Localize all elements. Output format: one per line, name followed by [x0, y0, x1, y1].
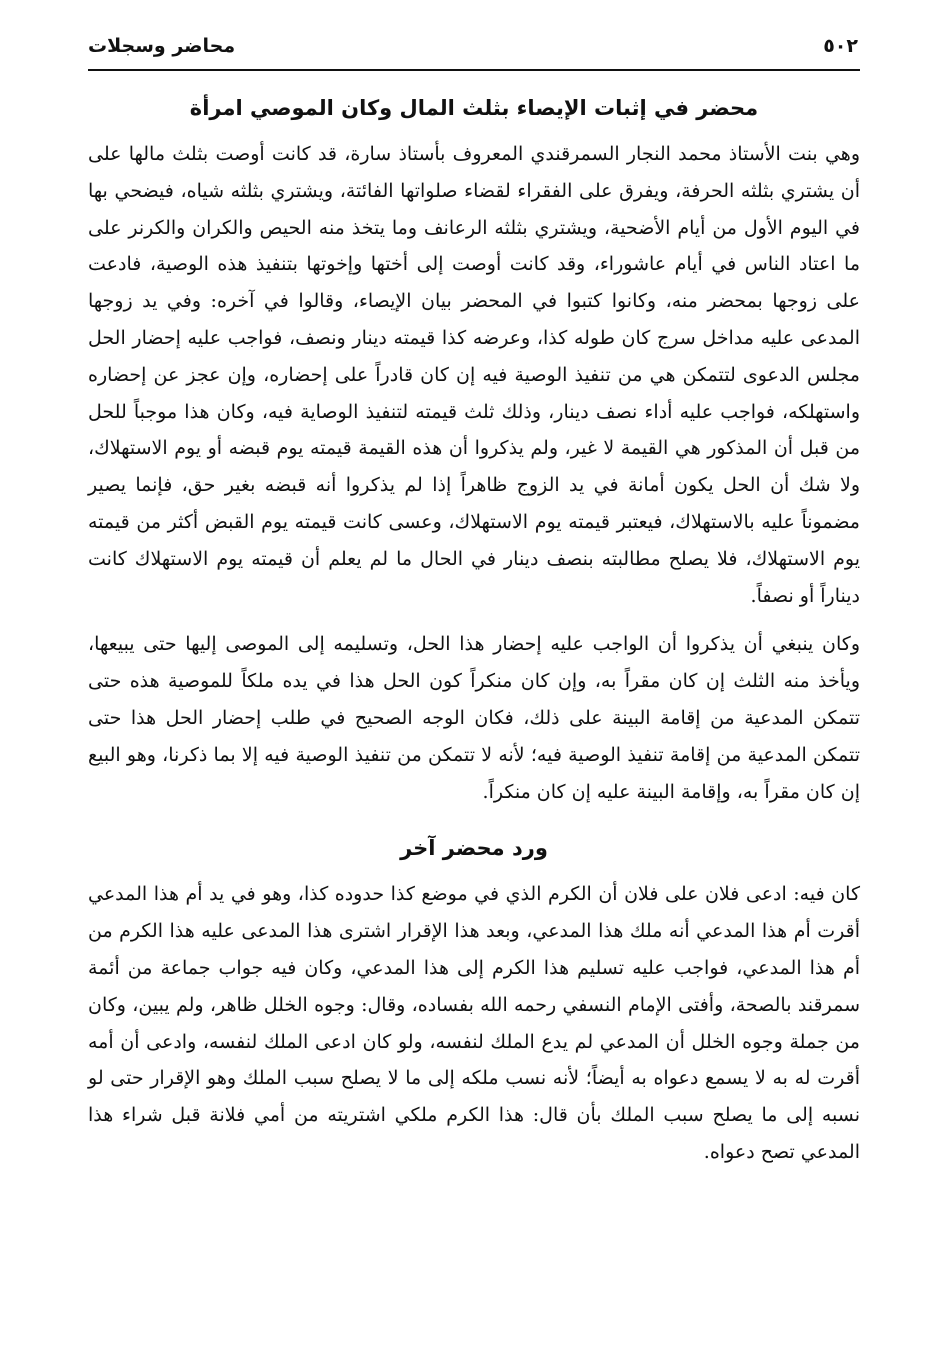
paragraph: كان فيه: ادعى فلان على فلان أن الكرم الذي في موضع كذا حدوده كذا، وهو في يد أم هذا المدعي أقرت أم هذا المدعي أنه ملك هذا المدعي، وبعد هذا الإقرار اشترى هذا المدعى عليه هذا الكرم من أم هذا المدعي، فواجب عليه تسليم هذا الكرم إلى هذا المدعي، وكان فيه جواب جماعة من أئمة سمرقند بالصحة، وأفتى الإمام النسفي رحمه الله بفساده، وقال: وجوه الخلل ظاهر، ولم يبين، وكان من جملة وجوه الخلل أن المدعي لم يدع الملك لنفسه، ولو كان ادعى الملك لنفسه، وادعى أن أمه أقرت له به لا يسمع دعواه به أيضاً؛ لأنه نسب ملكه إلى ما لا يصلح سبب الملك وهو الإقرار حتى لو نسبه إلى ما يصلح سبب الملك بأن قال: هذا الكرم ملكي اشتريته من أمي فلانة قبل شراء هذا المدعي تصح دعواه.	[88, 883, 860, 1163]
section-another-record	[88, 828, 860, 1170]
paragraph: وهي بنت الأستاذ محمد النجار السمرقندي المعروف بأستاذ سارة، قد كانت أوصت بثلث مالها على أن يشتري بثلثه الحرفة، ويفرق على الفقراء لقضاء صلواتها الفائتة، ويشتري بثلثه شياه، فيضحي بها في اليوم الأول من أيام الأضحية، ويشتري بثلثه الرعانف وما يتخذ منه الحيص والكران والكرنر على ما اعتاد الناس في أيام عاشوراء، وقد كانت أوصت إلى أختها وإخوتها بتنفيذ هذه الوصية، فادعت على زوجها بمحضر منه، وكانوا كتبوا في المحضر بيان الإيصاء، وقالوا في آخره: وفي يد زوجها المدعى عليه مداخل سرج كان طوله كذا، وعرضه كذا قيمته دينار ونصف، فواجب عليه إحضار الحل مجلس الدعوى لتتمكن هي من تنفيذ الوصية فيه إن كان قادراً على إحضاره، وإن عجز عن إحضاره واستهلكه، فواجب عليه أداء نصف دينار، وذلك ثلث قيمته لتنفيذ الوصاية فيه، وكان هذا موجباً للحل من قبل أن المذكور هي القيمة لا غير، ولم يذكروا أن هذه القيمة قيمته يوم قبضه أو يوم الاستهلاك، ولا شك أن الحل يكون أمانة في يد الزوج ظاهراً إذا لم يذكروا أنه قبضه بغير حق، فإنما يصير مضموناً عليه بالاستهلاك، فيعتبر قيمته يوم الاستهلاك، وعسى كانت قيمته يوم القبض أكثر من قيمته يوم الاستهلاك، فلا يصلح مطالبته بنصف دينار في الحال ما لم يعلم أن قيمته يوم الاستهلاك كانت ديناراً أو نصفاً.	[88, 143, 860, 607]
running-title: محاضر وسجلات	[88, 35, 236, 57]
section-title: محضر في إثبات الإيصاء بثلث المال وكان الموصي امرأة	[189, 96, 759, 120]
section-spacer	[88, 810, 860, 828]
paragraph: وكان ينبغي أن يذكروا أن الواجب عليه إحضار هذا الحل، وتسليمه إلى الموصى إليها حتى يبيعها، ويأخذ منه الثلث إن كان مقراً به، وإن كان منكراً كون الحل هذا في يده ملكاً للموصية هذه حتى تتمكن المدعية من إقامة البينة على ذلك، فكان الوجه الصحيح في طلب إحضار الحل هذا حتى تتمكن المدعية من إقامة تنفيذ الوصية فيه؛ لأنه لا تتمكن من تنفيذ الوصية فيه إلا بما ذكرنا، وهو البيع إن كان مقراً به، وإقامة البينة عليه إن كان منكراً.	[88, 633, 860, 803]
header-rule	[88, 69, 860, 71]
running-header	[88, 28, 858, 64]
section-ithbat-al-isa	[88, 88, 860, 810]
page-content	[88, 88, 860, 1171]
section-title: ورد محضر آخر	[400, 836, 548, 861]
page-number: ٥٠٢	[823, 35, 858, 57]
